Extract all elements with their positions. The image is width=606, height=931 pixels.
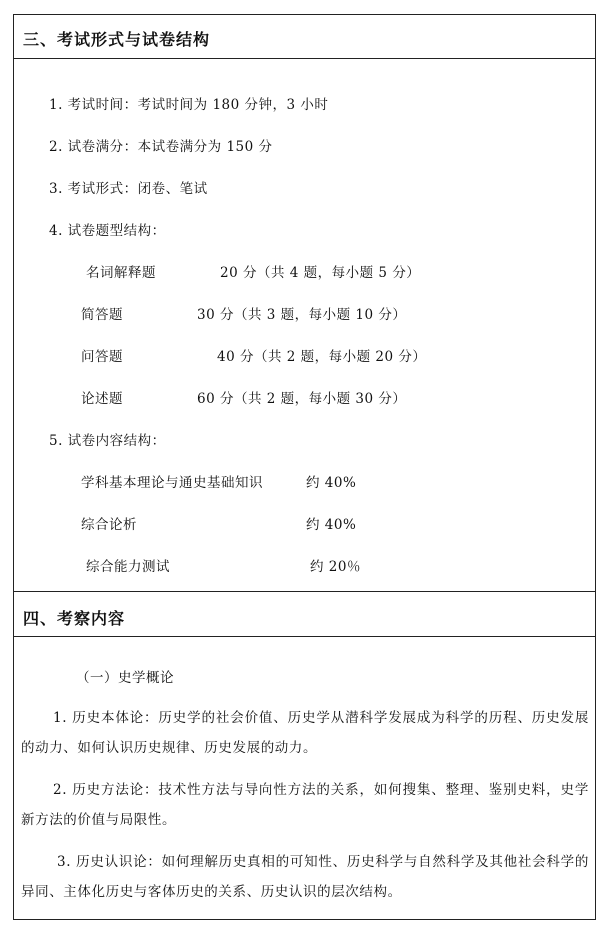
paragraph-historical-methodology: 2. 历史方法论：技术性方法与导向性方法的关系，如何搜集、整理、鉴别史料，史学新方法的价值与局限性。 (21, 782, 589, 828)
section-divider (14, 58, 595, 59)
paragraph-historical-ontology: 1. 历史本体论：历史学的社会价值、历史学从潜科学发展成为科学的历程、历史发展的动力、如何认识历史规律、历史发展的动力。 (21, 710, 589, 756)
section-divider (14, 591, 595, 592)
section-4-heading: 四、考察内容 (23, 609, 126, 628)
content-area-name: 学科基本理论与通史基础知识 (81, 475, 263, 491)
question-structure-item: 4. 试卷题型结构： (49, 223, 166, 239)
content-area-share: 约 20％ (310, 559, 361, 575)
question-type-name: 简答题 (81, 307, 123, 323)
question-type-name: 问答题 (81, 349, 123, 365)
section-3-heading: 三、考试形式与试卷结构 (23, 30, 211, 49)
content-area-name: 综合论析 (81, 517, 137, 533)
content-structure-item: 5. 试卷内容结构： (49, 433, 166, 449)
question-type-score: 40 分（共 2 题，每小题 20 分） (217, 349, 427, 365)
content-area-share: 约 40% (306, 517, 357, 533)
question-type-name: 论述题 (81, 391, 123, 407)
section-divider (14, 636, 595, 637)
document-frame (13, 14, 596, 920)
question-type-name: 名词解释题 (86, 265, 156, 281)
exam-format-item: 3. 考试形式：闭卷、笔试 (49, 181, 208, 197)
paragraph-historical-epistemology: 3. 历史认识论：如何理解历史真相的可知性、历史科学与自然科学及其他社会科学的异同、主体化历史与客体历史的关系、历史认识的层次结构。 (21, 854, 589, 900)
question-type-score: 20 分（共 4 题，每小题 5 分） (220, 265, 421, 281)
content-area-share: 约 40% (306, 475, 357, 491)
question-type-score: 60 分（共 2 题，每小题 30 分） (197, 391, 407, 407)
full-score-item: 2. 试卷满分：本试卷满分为 150 分 (49, 139, 273, 155)
content-area-name: 综合能力测试 (86, 559, 170, 575)
question-type-score: 30 分（共 3 题，每小题 10 分） (197, 307, 407, 323)
subsection-heading: （一）史学概论 (76, 670, 174, 686)
exam-time-item: 1. 考试时间：考试时间为 180 分钟，3 小时 (49, 97, 329, 113)
